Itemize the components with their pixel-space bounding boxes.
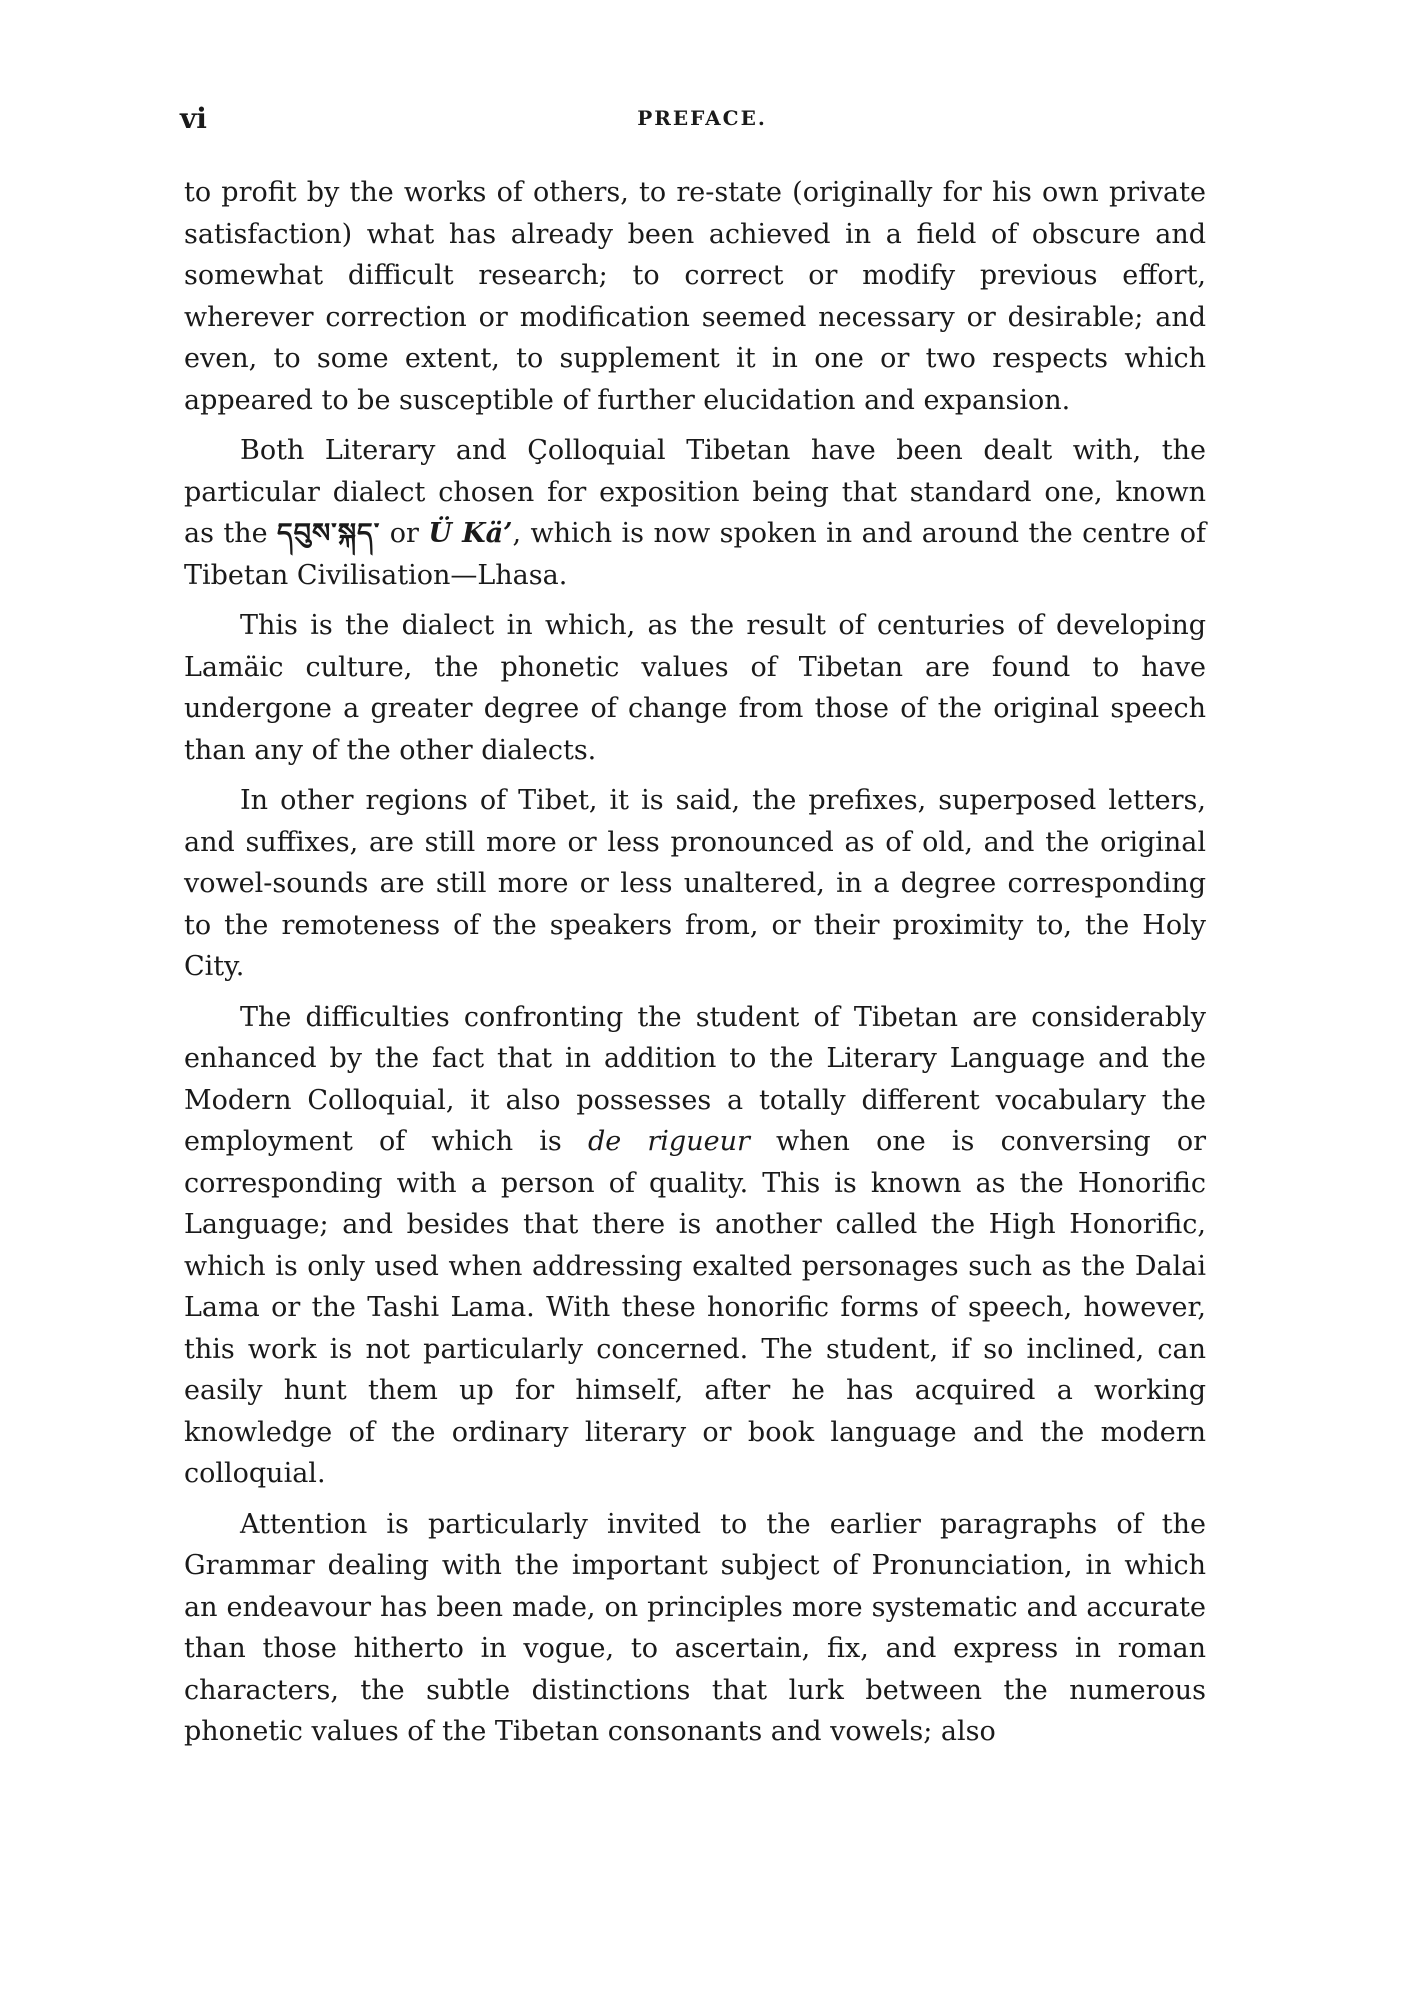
- paragraph-dialect-text-3: , which is now spoken in and around the centre of Tibetan Civilisation—Lhasa.: [184, 518, 1207, 591]
- foreign-phrase: de rigueur: [587, 1126, 750, 1157]
- paragraph-honorific-text-1: The difficulties confronting the student of Tibetan are considerably enhanced by the fact that in addition to the Literary Language and the Modern Colloquial, it also possesses a totally different vocabulary the employment of which is: [184, 1001, 1206, 1157]
- paragraph-lamaic-culture: This is the dialect in which, as the result of centuries of developing Lamäic culture, the phonetic values of Tibetan are found to have undergone a greater degree of change from those of the original speech than any of the other dialects.: [184, 610, 1206, 766]
- preface-body: [184, 172, 1206, 1762]
- paragraph-continuation: to profit by the works of others, to re-state (originally for his own private satisfaction) what has already been achieved in a field of obscure and somewhat difficult research; to correct or modify previous effort, wherever correction or modification seemed necessary or desirable; and even, to some extent, to supplement it in one or two respects which appeared to be susceptible of further elucidation and expansion.: [184, 177, 1206, 416]
- paragraph-honorific: [184, 997, 1206, 1495]
- paragraph-pronunciation: Attention is particularly invited to the earlier paragraphs of the Grammar dealing with the important subject of Pronunciation, in which an endeavour has been made, on principles more systematic and accurate than those hitherto in vogue, to ascertain, fix, and express in roman characters, the subtle distinctions that lurk between the numerous phonetic values of the Tibetan consonants and vowels; also: [184, 1508, 1206, 1747]
- paragraph-dialect-text-1: Both Literary and Çolloquial Tibetan have been dealt with, the particular dialect chosen for exposition being that standard one, known as the: [184, 435, 1206, 549]
- tibetan-script-u-ka: དབུས་སྐད་: [277, 518, 381, 549]
- paragraph-dialect-text-2: or: [380, 518, 429, 549]
- paragraph-honorific-text-2: when one is conversing or corresponding with a person of quality. This is known as the Honorific Language; and besides that there is another called the High Honorific, which is only used when addressing exalted personages such as the Dalai Lama or the Tashi Lama. With these honorific forms of speech, however, this work is not particularly concerned. The student, if so inclined, can easily hunt them up for himself, after he has acquired a working knowledge of the ordinary literary or book language and the modern colloquial.: [184, 1126, 1206, 1489]
- running-head: PREFACE.: [637, 106, 767, 130]
- paragraph-other-regions: In other regions of Tibet, it is said, the prefixes, superposed letters, and suffixes, are still more or less pronounced as of old, and the original vowel-sounds are still more or less unaltered, in a degree corresponding to the remoteness of the speakers from, or their proximity to, the Holy City.: [184, 785, 1206, 982]
- page-number: vi: [180, 102, 207, 135]
- romanized-u-ka: Ü Kä’: [428, 518, 513, 549]
- paragraph-dialect: [184, 430, 1206, 596]
